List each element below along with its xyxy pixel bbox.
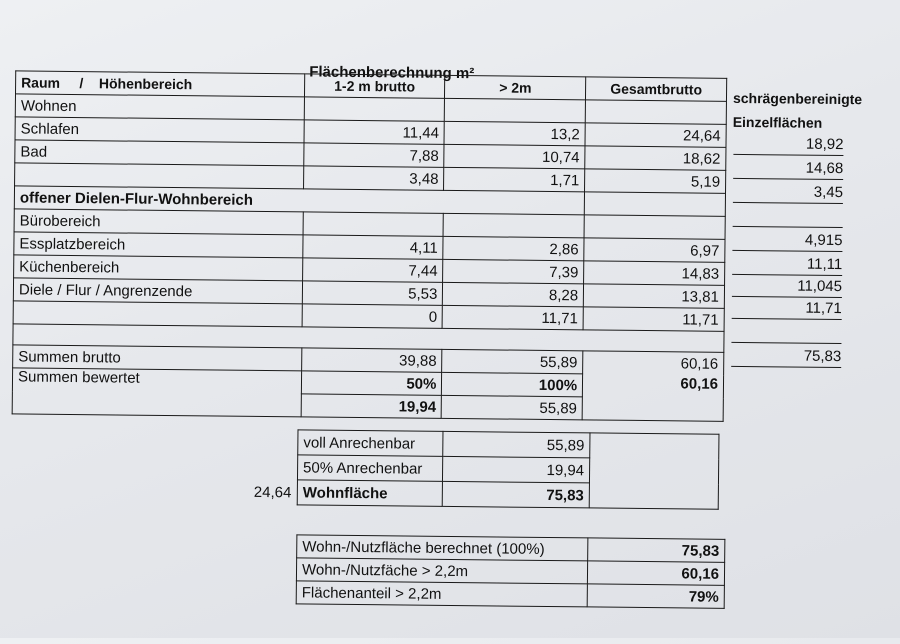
row-val-c: 18,62 (585, 146, 726, 170)
sum-brutto-b: 55,89 (442, 349, 583, 373)
row-label (13, 301, 302, 327)
row-label: Bad (15, 140, 304, 166)
row-val-b: 1,71 (444, 167, 585, 191)
sum-bewertet-label: Summen bewertet (12, 368, 301, 417)
row-val-c (584, 215, 725, 239)
row-val-c (584, 192, 725, 216)
mid-label: 50% Anrechenbar (297, 455, 442, 482)
row-val-a: 5,53 (302, 281, 443, 305)
row-label: Schlafen (15, 117, 304, 143)
header-col-1-2m: 1-2 m brutto (304, 74, 445, 98)
anrechenbar-table (297, 429, 720, 509)
summary-label: Wohn-/Nutzfäche > 2,2m (296, 558, 587, 584)
side-value (733, 206, 843, 228)
side-value (731, 322, 841, 344)
row-val-b (443, 213, 584, 237)
side-value: 4,915 (732, 230, 842, 252)
row-val-b: 13,2 (444, 121, 585, 145)
row-val-a: 11,44 (304, 120, 445, 144)
summary-value: 60,16 (587, 561, 724, 585)
row-val-b: 7,39 (443, 259, 584, 283)
summary-value: 75,83 (588, 538, 725, 562)
row-val-c (585, 100, 726, 124)
sum-bewertet-pct-b: 100% (442, 372, 583, 396)
area-table (12, 70, 728, 421)
header-separator: / (79, 75, 84, 92)
row-val-c: 24,64 (585, 123, 726, 147)
side-value: 18,92 (733, 134, 843, 156)
sum-bewertet-pct-a: 50% (301, 371, 442, 395)
row-val-a: 7,44 (302, 258, 443, 282)
row-val-c: 6,97 (584, 238, 725, 262)
header-height-label: Höhenbereich (98, 75, 193, 93)
row-val-a: 3,48 (303, 166, 444, 190)
sum-brutto-c: 60,16 (583, 351, 724, 375)
row-val-a (303, 212, 444, 236)
row-label: Küchenbereich (14, 255, 303, 281)
mid-label: voll Anrechenbar (298, 430, 443, 457)
side-title-1: schrägenbereinigte (732, 89, 863, 108)
summary-label: Wohn-/Nutzfläche berechnet (100%) (297, 535, 588, 561)
summary-table (296, 534, 726, 608)
sum-bewertet-a: 19,94 (301, 394, 442, 418)
header-room (16, 71, 305, 97)
row-val-c: 14,83 (584, 261, 725, 285)
sum-brutto-label: Summen brutto (13, 345, 302, 371)
side-value: 3,45 (733, 182, 843, 204)
header-col-total: Gesamtbrutto (586, 77, 727, 101)
row-val-c: 13,81 (584, 284, 725, 308)
row-val-a: 4,11 (302, 235, 443, 259)
row-val-b (445, 98, 586, 122)
row-val-a: 0 (302, 304, 443, 328)
side-value: 14,68 (733, 158, 843, 180)
mid-value: 75,83 (442, 481, 589, 508)
row-val-b: 2,86 (443, 236, 584, 260)
row-val-c: 5,19 (585, 169, 726, 193)
mid-value: 19,94 (442, 456, 589, 483)
row-label: Wohnen (15, 94, 304, 120)
page-title: Flächenberechnung m² (309, 63, 475, 83)
side-value: 11,045 (732, 276, 842, 298)
table-row (296, 581, 724, 608)
row-val-c: 11,71 (583, 307, 724, 331)
row-label: Essplatzbereich (14, 232, 303, 258)
section-label: offener Dielen-Flur-Wohnbereich (14, 186, 584, 215)
row-label: Diele / Flur / Angrenzende (13, 278, 302, 304)
row-label (15, 163, 304, 189)
row-val-b: 11,71 (442, 305, 583, 329)
mid-label: Wohnfläche (297, 480, 442, 507)
side-title-2: Einzelflächen (732, 113, 823, 131)
side-total: 75,83 (731, 346, 841, 368)
row-val-b: 8,28 (443, 282, 584, 306)
row-val-b: 10,74 (444, 144, 585, 168)
row-val-a (304, 97, 445, 121)
row-val-a: 7,88 (303, 143, 444, 167)
summary-value: 79% (587, 584, 724, 608)
sum-bewertet-b: 55,89 (442, 395, 583, 419)
mid-empty (589, 433, 719, 509)
mid-value: 55,89 (443, 431, 590, 458)
side-value: 11,71 (732, 298, 842, 320)
summary-label: Flächenanteil > 2,2m (296, 581, 587, 607)
row-label: Bürobereich (14, 209, 303, 235)
header-col-over-2m: > 2m (445, 75, 586, 99)
header-room-label: Raum (21, 74, 61, 91)
wohnflaeche-prefix: 24,64 (253, 483, 292, 502)
side-value: 11,11 (732, 254, 842, 276)
sum-bewertet-total: 60,16 (582, 374, 723, 421)
sum-brutto-a: 39,88 (301, 348, 442, 372)
